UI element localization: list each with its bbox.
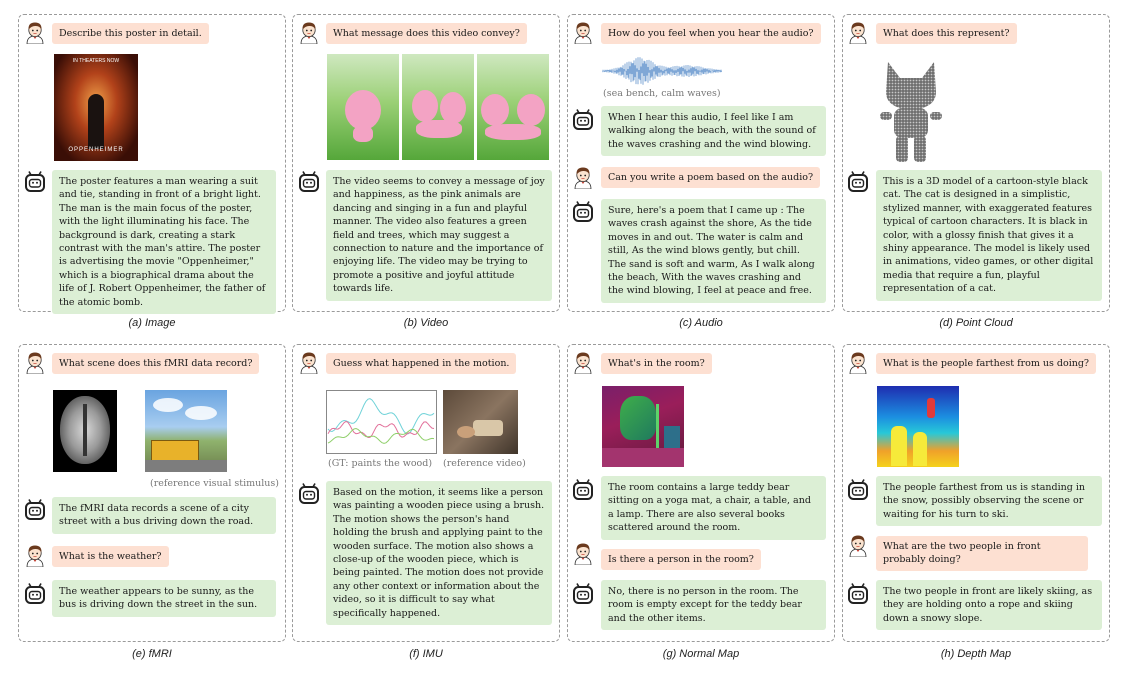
robot-icon	[298, 170, 320, 194]
robot-icon	[24, 170, 46, 194]
answer-bubble: This is a 3D model of a cartoon-style black cat. The cat is designed in a simplistic, stylized manner, with exaggerated features typical of cartoon characters. It is black in color, with a glossy finish that gives it a shiny appearance. The model is likely used in animations, video games, or other digital media that require a fun, playful representation of a cat.	[876, 170, 1102, 301]
panel-caption: (e) fMRI	[132, 648, 172, 660]
question-bubble: What's in the room?	[601, 353, 712, 374]
answer-bubble: The weather appears to be sunny, as the bus is driving down the street in the sun.	[52, 580, 276, 617]
question-bubble: What are the two people in front probably doing?	[876, 536, 1088, 571]
panel-caption: (c) Audio	[679, 317, 723, 329]
robot-icon	[298, 482, 320, 506]
panel-caption: (g) Normal Map	[662, 648, 740, 660]
imu-signal-plot	[326, 390, 437, 454]
audio-waveform	[602, 56, 722, 86]
depth-map-image	[877, 386, 959, 467]
user-avatar-icon	[847, 20, 869, 44]
user-avatar-icon	[847, 533, 869, 557]
question-bubble: What scene does this fMRI data record?	[52, 353, 259, 374]
robot-icon	[572, 108, 594, 132]
video-frame	[477, 54, 549, 160]
user-avatar-icon	[572, 165, 594, 189]
video-frames	[327, 54, 549, 160]
panel-caption: (f) IMU	[409, 648, 443, 660]
panel-caption: (d) Point Cloud	[939, 317, 1013, 329]
robot-icon	[24, 582, 46, 606]
user-avatar-icon	[24, 350, 46, 374]
question-bubble: Describe this poster in detail.	[52, 23, 209, 44]
answer-bubble: When I hear this audio, I feel like I am walking along the beach, with the sound of the waves crashing and the wind blowing.	[601, 106, 826, 156]
ground-truth-note: (GT: paints the wood)	[328, 458, 433, 469]
robot-icon	[847, 170, 869, 194]
user-avatar-icon	[24, 543, 46, 567]
question-bubble: Can you write a poem based on the audio?	[601, 167, 820, 188]
oppenheimer-poster-image: IN THEATERS NOW OPPENHEIMER	[54, 54, 138, 161]
answer-bubble: Based on the motion, it seems like a person was painting a wooden piece using a brush. The motion shows the person's hand holding the brush and applying paint to the wooden surface. The motion also shows a close-up of the wooden piece, which is being painted. The motion does not provide any other context or information about the video, so it is difficult to say what specifically happened.	[326, 481, 552, 625]
robot-icon	[847, 582, 869, 606]
user-avatar-icon	[572, 20, 594, 44]
answer-bubble: The video seems to convey a message of joy and happiness, as the pink animals are dancing and singing in a fun and playful manner. The video also features a green field and trees, which may suggest a connection to nature and the importance of enjoying life. The video may be trying to promote a positive and joyful attitude towards life.	[326, 170, 552, 301]
question-bubble: Is there a person in the room?	[601, 549, 761, 570]
reference-stimulus-note: (reference visual stimulus)	[150, 478, 279, 489]
answer-bubble: No, there is no person in the room. The room is empty except for the teddy bear and the other items.	[601, 580, 826, 630]
panel-caption: (h) Depth Map	[940, 648, 1012, 660]
user-avatar-icon	[572, 541, 594, 565]
video-frame	[402, 54, 474, 160]
point-cloud-cat-model	[876, 58, 946, 166]
answer-bubble: The poster features a man wearing a suit and tie, standing in front of a bright light. The man is the main focus of the poster, with the light illuminating his face. The background is dark, creating a stark contrast with the man's attire. The poster is advertising the movie "Oppenheimer," which is a biographical drama about the life of J. Robert Oppenheimer, the father of the atomic bomb.	[52, 170, 276, 314]
question-bubble: How do you feel when you hear the audio?	[601, 23, 821, 44]
question-bubble: What is the weather?	[52, 546, 169, 567]
normal-map-image	[602, 386, 684, 467]
user-avatar-icon	[24, 20, 46, 44]
question-bubble: What does this represent?	[876, 23, 1017, 44]
question-bubble: What is the people farthest from us doing?	[876, 353, 1096, 374]
panel-caption: (b) Video	[403, 317, 449, 329]
reference-video-frame	[443, 390, 518, 454]
robot-icon	[572, 200, 594, 224]
panel-caption: (a) Image	[128, 317, 176, 329]
user-avatar-icon	[298, 20, 320, 44]
answer-bubble: The fMRI data records a scene of a city street with a bus driving down the road.	[52, 497, 276, 534]
robot-icon	[24, 498, 46, 522]
robot-icon	[572, 582, 594, 606]
user-avatar-icon	[298, 350, 320, 374]
reference-video-note: (reference video)	[443, 458, 526, 469]
fmri-brain-scan	[53, 390, 117, 472]
video-frame	[327, 54, 399, 160]
answer-bubble: Sure, here's a poem that I came up : The waves crash against the shore, As the tide moves in and out. The water is calm and still, As the wind blows gently, but chill. The sand is soft and warm, As I walk along the beach, With the waves crashing and the wind blowing, I feel at peace and free.	[601, 199, 826, 303]
user-avatar-icon	[572, 350, 594, 374]
answer-bubble: The people farthest from us is standing in the snow, possibly observing the scene or waiting for his turn to ski.	[876, 476, 1102, 526]
robot-icon	[572, 478, 594, 502]
user-avatar-icon	[847, 350, 869, 374]
reference-stimulus-bus-photo	[145, 390, 227, 472]
answer-bubble: The room contains a large teddy bear sitting on a yoga mat, a chair, a table, and a lamp. There are also several books scattered around the room.	[601, 476, 826, 540]
question-bubble: What message does this video convey?	[326, 23, 527, 44]
audio-description-note: (sea bench, calm waves)	[603, 88, 721, 99]
answer-bubble: The two people in front are likely skiing, as they are holding onto a rope and skiing down a snowy slope.	[876, 580, 1102, 630]
robot-icon	[847, 478, 869, 502]
question-bubble: Guess what happened in the motion.	[326, 353, 516, 374]
